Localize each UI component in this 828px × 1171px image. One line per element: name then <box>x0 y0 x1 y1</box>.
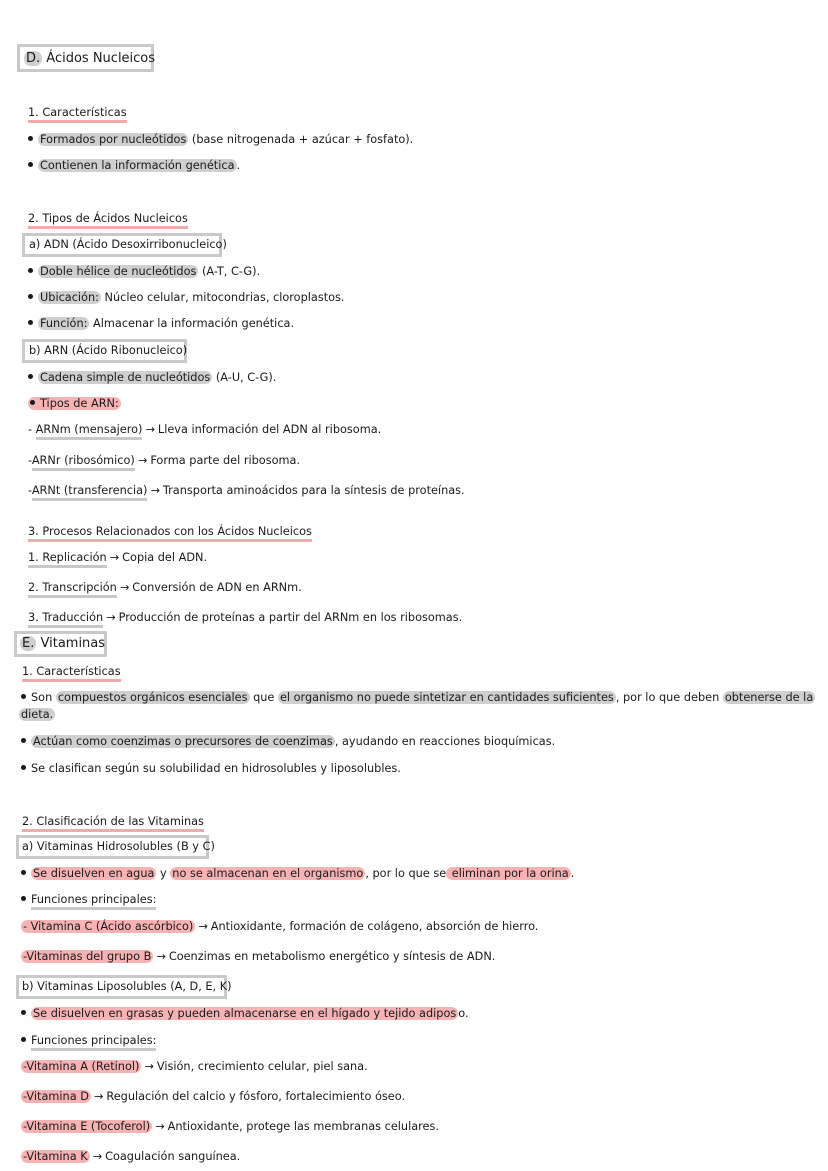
arrow-icon: → <box>145 423 155 436</box>
text: y <box>156 867 171 880</box>
text: Tipos de ARN: <box>40 397 119 410</box>
text: Producción de proteínas a partir del ARNm en los ribosomas. <box>118 611 463 624</box>
text: Coenzimas en metabolismo energético y síntesis de ADN. <box>168 950 496 963</box>
lipo-title: b) Vitaminas Liposolubles (A, D, E, K) <box>22 980 232 993</box>
bullet-dot <box>21 870 26 875</box>
text: Núcleo celular, mitocondrias, cloroplastos. <box>100 291 345 304</box>
vit-bullet-2 <box>21 735 555 749</box>
highlight: Actúan como coenzimas o precursores de coenzimas <box>33 735 333 748</box>
arn-item-2 <box>28 397 121 411</box>
text: que <box>249 691 278 704</box>
vitamina-d-line <box>21 1090 405 1104</box>
heading-caracteristicas-e <box>22 665 121 679</box>
text: . <box>570 867 575 880</box>
highlight: eliminan por la orina <box>448 867 569 880</box>
term: 2. Transcripción <box>28 581 117 598</box>
arnm-line <box>28 423 381 437</box>
term: ARNm (mensajero) <box>36 423 143 440</box>
text: , por lo que deben <box>615 691 723 704</box>
bullet-dot <box>21 1010 26 1015</box>
heading-text: 2. Tipos de Ácidos Nucleicos <box>28 212 188 229</box>
bullet-dot <box>21 1037 26 1042</box>
heading-caracteristicas-d <box>28 106 127 120</box>
highlight: Formados por nucleótidos <box>40 133 187 146</box>
arrow-icon: → <box>144 1060 154 1073</box>
text: , por lo que se <box>365 867 447 880</box>
text: (A-T, C-G). <box>198 265 261 278</box>
bullet-dot <box>28 294 33 299</box>
vitamina-a-line <box>21 1060 368 1074</box>
lipo-funciones <box>21 1034 156 1048</box>
text: Lleva información del ADN al ribosoma. <box>157 423 382 436</box>
vitamina-e-line <box>21 1120 439 1134</box>
term: -Vitaminas del grupo B <box>23 950 152 963</box>
section-d-title <box>24 52 155 66</box>
arrow-icon: → <box>198 920 208 933</box>
highlight: Se disuelven en agua <box>33 867 155 880</box>
proceso-2 <box>28 581 302 595</box>
text: (base nitrogenada + azúcar + fosfato). <box>188 133 414 146</box>
highlight <box>28 397 121 410</box>
term: ARNt (transferencia) <box>32 484 148 501</box>
highlight: el organismo no puede sintetizar en cantidades suficientes <box>279 691 614 704</box>
lipo-item-1 <box>21 1007 469 1021</box>
adn-item-3 <box>28 317 294 331</box>
vit-bullet-1 <box>21 691 815 705</box>
text: Conversión de ADN en ARNm. <box>132 581 302 594</box>
text: Regulación del calcio y fósforo, fortalecimiento óseo. <box>106 1090 406 1103</box>
hidro-item-1 <box>21 867 574 881</box>
term: 1. Replicación <box>28 551 107 568</box>
vitamina-c-line <box>21 920 538 934</box>
arnr-line <box>28 454 300 468</box>
text: (A-U, C-G). <box>212 371 277 384</box>
bullet-dot <box>28 320 33 325</box>
heading-tipos <box>28 212 188 226</box>
dash: - <box>28 423 36 436</box>
adn-item-2 <box>28 291 345 305</box>
text: , ayudando en reacciones bioquímicas. <box>334 735 556 748</box>
arrow-icon: → <box>150 484 160 497</box>
highlight: no se almacenan en el organismo <box>172 867 364 880</box>
term: -Vitamina E (Tocoferol) <box>23 1120 151 1133</box>
text: Copia del ADN. <box>122 551 208 564</box>
highlight: Doble hélice de nucleótidos <box>40 265 197 278</box>
hidro-title: a) Vitaminas Hidrosolubles (B y C) <box>22 840 215 853</box>
arrow-icon: → <box>106 611 116 624</box>
vit-bullet-3 <box>21 762 401 776</box>
arrow-icon: → <box>93 1090 104 1103</box>
section-d-title-text: Ácidos Nucleicos <box>46 51 156 66</box>
arn-title: b) ARN (Ácido Ribonucleico) <box>29 344 188 357</box>
section-e-title-text: Vitaminas <box>40 636 106 651</box>
term: -Vitamina K <box>23 1150 88 1163</box>
bullet-dot <box>21 694 26 699</box>
highlight: compuestos orgánicos esenciales <box>57 691 248 704</box>
bullet-dot <box>28 162 33 167</box>
heading-text: 3. Procesos Relacionados con los Ácidos Nucleicos <box>28 525 312 542</box>
text: Forma parte del ribosoma. <box>150 454 301 467</box>
adn-title: a) ADN (Ácido Desoxirribonucleico) <box>29 238 227 251</box>
highlight: obtenerse de la <box>724 691 814 704</box>
vit-bullet-1-cont <box>19 708 55 722</box>
text: Visión, crecimiento celular, piel sana. <box>156 1060 368 1073</box>
arrow-icon: → <box>156 950 166 963</box>
text: Son <box>31 691 56 704</box>
arnt-line <box>28 484 465 498</box>
heading-text: 2. Clasificación de las Vitaminas <box>22 815 204 832</box>
dash: - <box>28 454 32 467</box>
vitamina-k-line <box>21 1150 240 1164</box>
heading-text: 1. Características <box>22 665 121 682</box>
adn-item-1 <box>28 265 260 279</box>
bullet-dot <box>28 136 33 141</box>
text: Coagulación sanguínea. <box>105 1150 241 1163</box>
text: . <box>236 159 241 172</box>
proceso-1 <box>28 551 207 565</box>
arrow-icon: → <box>92 1150 103 1163</box>
heading-text: 1. Características <box>28 106 127 123</box>
section-e-title <box>20 637 105 651</box>
bullet-dot <box>21 896 26 901</box>
term: ARNr (ribosómico) <box>32 454 135 471</box>
text: o. <box>458 1007 469 1020</box>
bullet-dot <box>30 400 35 405</box>
bullet-dot <box>28 374 33 379</box>
proceso-3 <box>28 611 462 625</box>
text: Se clasifican según su solubilidad en hidrosolubles y liposolubles. <box>31 762 401 775</box>
arrow-icon: → <box>119 581 130 594</box>
bullet-dot <box>21 765 26 770</box>
heading-procesos <box>28 525 312 539</box>
dash: - <box>28 484 32 497</box>
text: Funciones principales: <box>31 1034 156 1051</box>
bullet-dot <box>21 738 26 743</box>
vitamina-b-line <box>21 950 495 964</box>
bullet-formados <box>28 133 413 147</box>
highlight: Cadena simple de nucleótidos <box>40 371 211 384</box>
term: -Vitamina A (Retinol) <box>23 1060 140 1073</box>
term: -Vitamina D <box>23 1090 89 1103</box>
text: Funciones principales: <box>31 893 156 910</box>
text: Antioxidante, formación de colágeno, absorción de hierro. <box>210 920 539 933</box>
term: 3. Traducción <box>28 611 103 628</box>
bullet-contienen <box>28 159 240 173</box>
highlight: Se disuelven en grasas y pueden almacenarse en el hígado y tejido adipos <box>33 1007 457 1020</box>
highlight: Función: <box>40 317 88 330</box>
term: - Vitamina C (Ácido ascórbico) <box>23 920 194 933</box>
section-d-prefix: D. <box>26 51 41 66</box>
text: Antioxidante, protege las membranas celulares. <box>167 1120 439 1133</box>
text: Transporta aminoácidos para la síntesis de proteínas. <box>162 484 465 497</box>
bullet-dot <box>28 268 33 273</box>
text: Almacenar la información genética. <box>89 317 295 330</box>
highlight: Ubicación: <box>40 291 99 304</box>
arn-item-1 <box>28 371 276 385</box>
highlight: Contienen la información genética <box>40 159 235 172</box>
highlight: dieta. <box>21 708 54 721</box>
heading-clasificacion <box>22 815 204 829</box>
arrow-icon: → <box>155 1120 165 1133</box>
hidro-funciones <box>21 893 156 907</box>
arrow-icon: → <box>109 551 120 564</box>
arrow-icon: → <box>137 454 148 467</box>
section-e-prefix: E. <box>22 636 35 651</box>
